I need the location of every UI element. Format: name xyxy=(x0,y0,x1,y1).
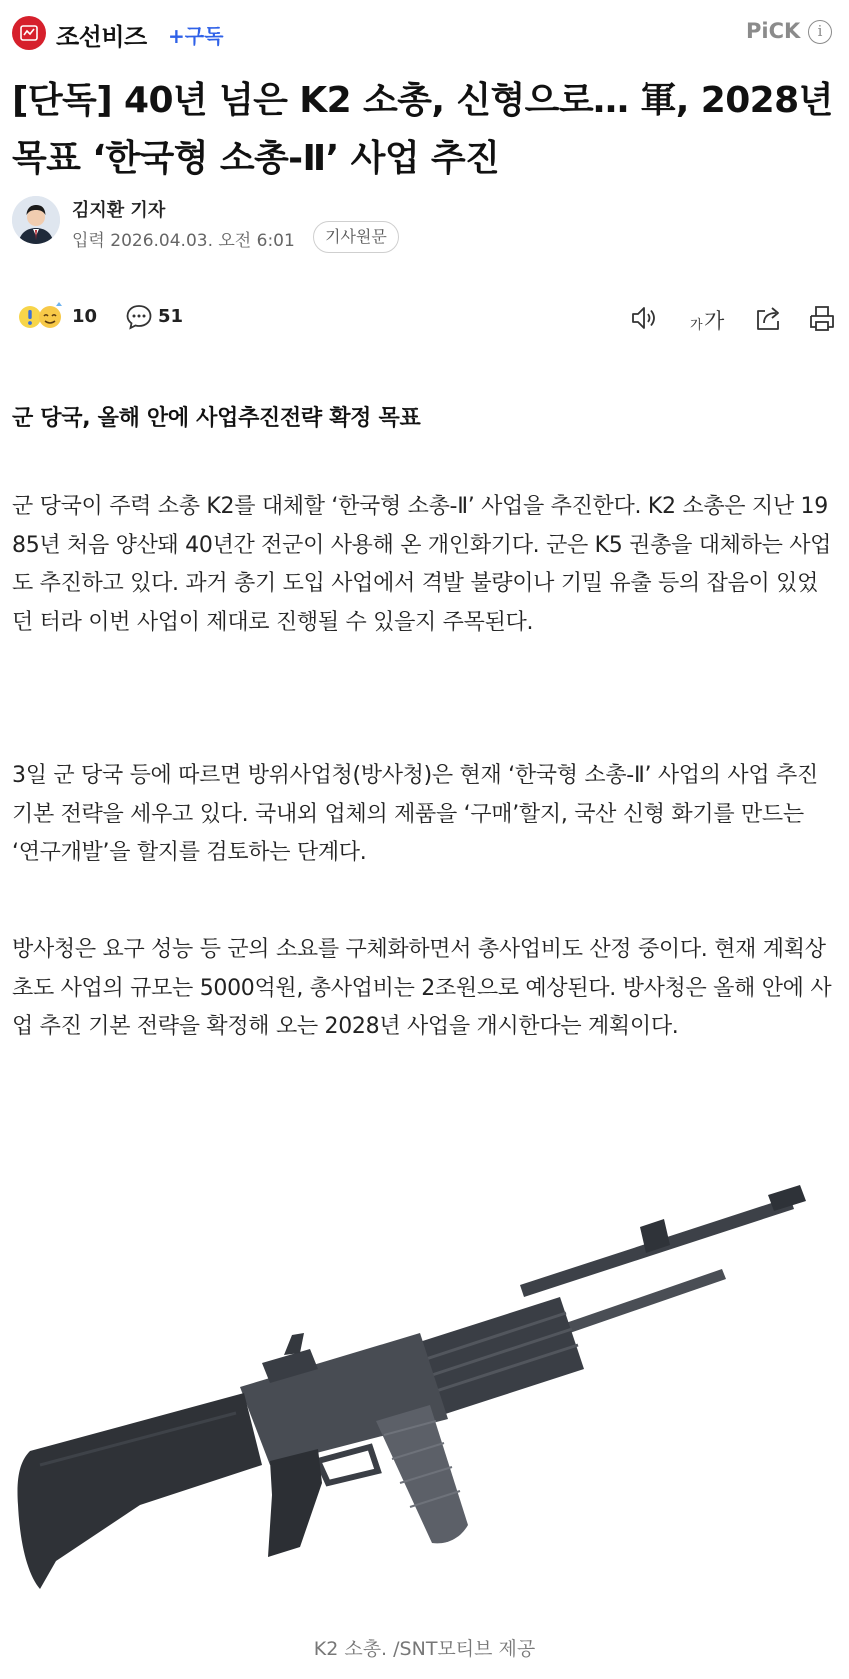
brand-logo-icon[interactable] xyxy=(12,16,46,50)
image-caption: K2 소총. /SNT모티브 제공 xyxy=(313,1638,536,1660)
info-icon[interactable]: i xyxy=(808,20,832,44)
font-size-large-label: 가 xyxy=(704,309,725,333)
print-icon[interactable] xyxy=(806,302,838,334)
brand-name[interactable]: 조선비즈 xyxy=(56,23,147,51)
font-size-icon[interactable] xyxy=(690,302,730,334)
comment-icon[interactable] xyxy=(124,302,154,332)
font-size-small-label: 가 xyxy=(690,318,703,333)
publish-date: 입력 2026.04.03. 오전 6:01 xyxy=(72,231,295,251)
article-paragraph-3: 방사청은 요구 성능 등 군의 소요를 구체화하면서 총사업비도 산정 중이다. 현재 계획상 초도 사업의 규모는 5000억원, 총사업비는 2조원으로 예상된다. 방사청은 올해 안에 사업 추진 기본 전략을 확정해 오는 2028년 사업을 개시한다는 계획이다. xyxy=(12,937,832,1039)
article-title: [단독] 40년 넘은 K2 소총, 신형으로… 軍, 2028년 목표 ‘한국형 소총-Ⅱ’ 사업 추진 xyxy=(12,80,833,179)
article-photo[interactable] xyxy=(0,1165,849,1625)
reaction-emoji-icon[interactable] xyxy=(16,302,68,332)
article-paragraph-1: 군 당국이 주력 소총 K2를 대체할 ‘한국형 소총-Ⅱ’ 사업을 추진한다. K2 소총은 지난 1985년 처음 양산돼 40년간 전군이 사용해 온 개인화기다. 군은 K5 권총을 대체하는 사업도 추진하고 있다. 과거 총기 도입 사업에서 격발 불량이나 기밀 유출 등의 잡음이 있었던 터라 이번 사업이 제대로 진행될 수 있을지 주목된다. xyxy=(12,494,832,635)
author-avatar[interactable] xyxy=(12,196,60,244)
top-bar xyxy=(0,0,849,66)
author-name[interactable]: 김지환 기자 xyxy=(72,200,166,221)
reaction-count: 10 xyxy=(72,306,98,327)
original-article-button[interactable]: 기사원문 xyxy=(313,221,399,253)
subscribe-button[interactable]: +구독 xyxy=(168,24,224,48)
speaker-icon[interactable] xyxy=(628,302,660,334)
article-subheading: 군 당국, 올해 안에 사업추진전략 확정 목표 xyxy=(12,406,421,431)
pick-label[interactable]: PiCK xyxy=(746,19,801,43)
article-paragraph-2: 3일 군 당국 등에 따르면 방위사업청(방사청)은 현재 ‘한국형 소총-Ⅱ’ 사업의 사업 추진 기본 전략을 세우고 있다. 국내외 업체의 제품을 ‘구매’할지, 국산 신형 화기를 만드는 ‘연구개발’을 할지를 검토하는 단계다. xyxy=(12,763,818,865)
comment-count: 51 xyxy=(158,306,184,327)
share-icon[interactable] xyxy=(752,302,784,334)
